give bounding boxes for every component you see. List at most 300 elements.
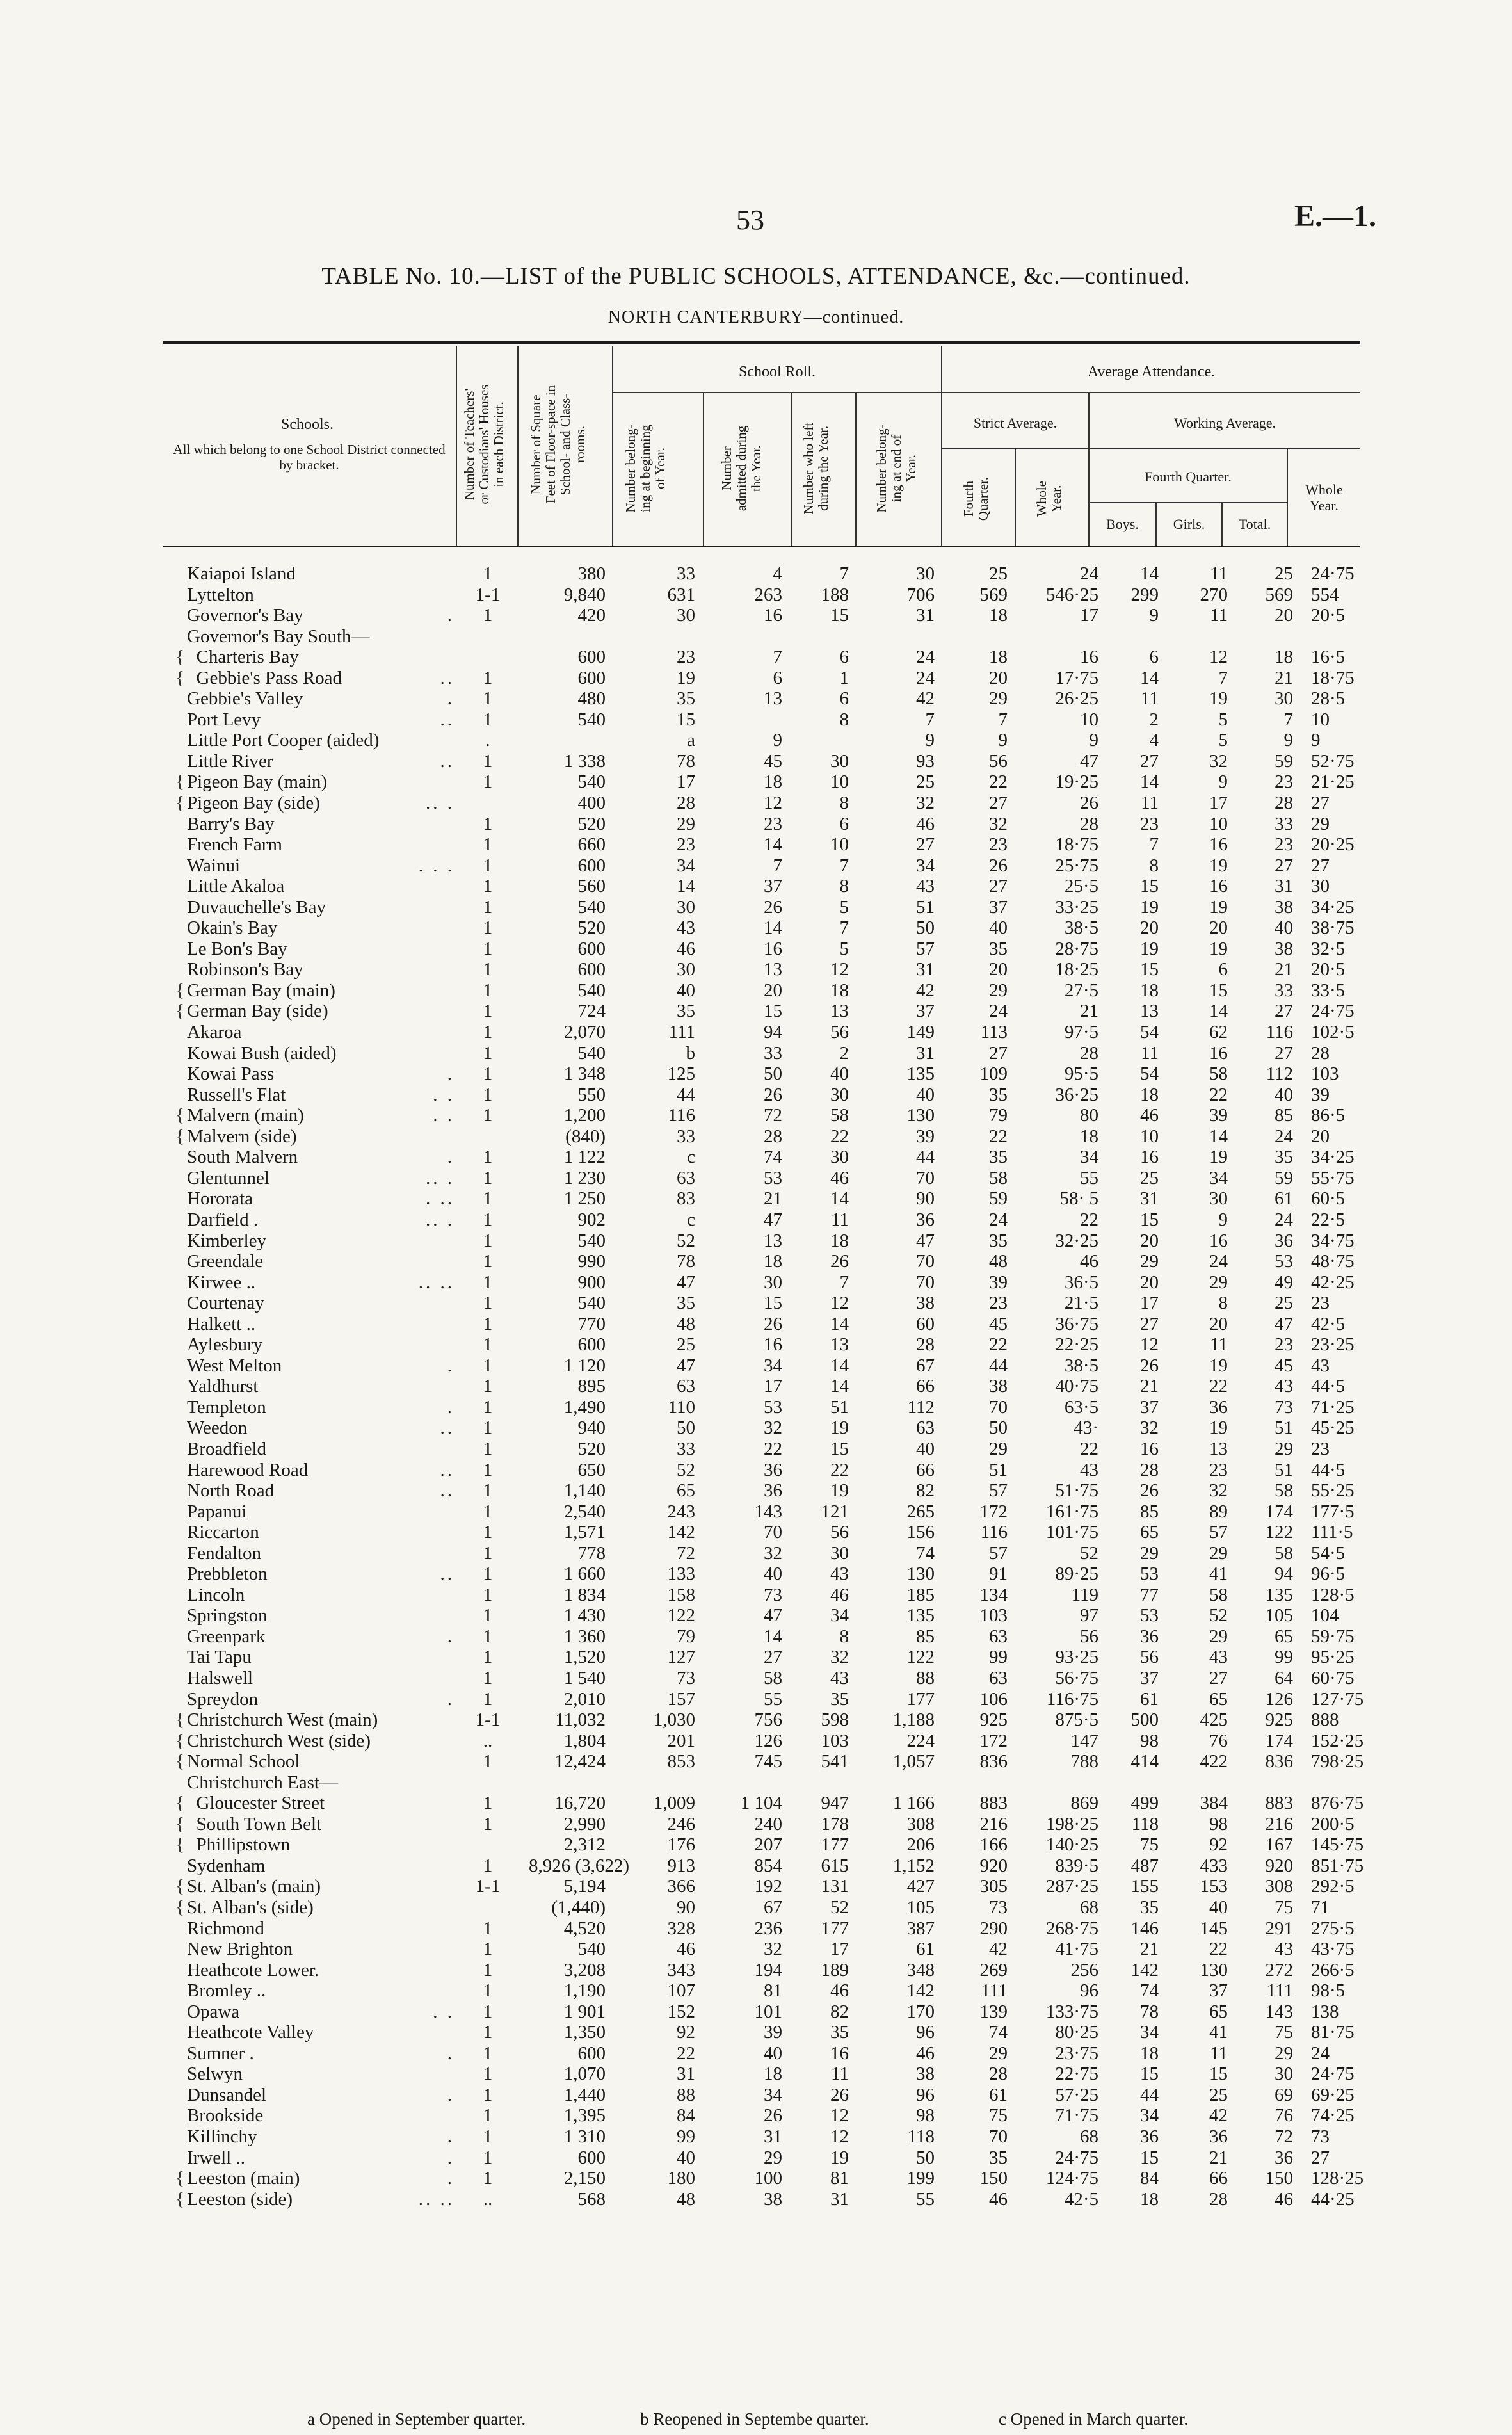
working-boys: 85 <box>1140 1501 1159 1522</box>
working-girls: 145 <box>1200 1918 1228 1939</box>
teachers-houses: 1 <box>483 959 493 980</box>
school-name: Lyttelton <box>187 584 254 605</box>
roll-admitted: 4 <box>773 563 782 584</box>
strict-whole-year: 17 <box>1080 605 1098 626</box>
strict-fourth-quarter: 35 <box>989 1147 1008 1168</box>
working-total: 75 <box>1275 1897 1293 1918</box>
school-name: Aylesbury <box>187 1334 263 1355</box>
school-name: Kowai Bush (aided) <box>187 1042 337 1064</box>
working-girls: 21 <box>1209 2147 1228 2168</box>
roll-beginning: 31 <box>677 2064 695 2085</box>
working-girls: 433 <box>1200 1855 1228 1876</box>
schools-table-body <box>0 563 1512 2210</box>
roll-beginning: 92 <box>677 2022 695 2043</box>
roll-left: 14 <box>830 1313 849 1334</box>
strict-whole-year: 18 <box>1080 1126 1098 1147</box>
working-whole-year: 138 <box>1311 2001 1339 2022</box>
strict-fourth-quarter: 35 <box>989 1084 1008 1105</box>
roll-left: 1 <box>839 667 849 688</box>
roll-end: 63 <box>916 1418 935 1439</box>
teachers-houses: 1 <box>483 1355 493 1376</box>
strict-whole-year: 41·75 <box>1055 1939 1098 1960</box>
roll-end: 47 <box>916 1230 935 1251</box>
table-row <box>0 2064 1512 2085</box>
square-feet: 600 <box>577 667 606 688</box>
working-girls: 41 <box>1209 1564 1228 1585</box>
table-row <box>0 626 1512 647</box>
strict-fourth-quarter: 836 <box>979 1751 1008 1772</box>
working-girls: 5 <box>1218 709 1228 730</box>
roll-beginning: 99 <box>677 2126 695 2148</box>
working-whole-year: 292·5 <box>1311 1876 1355 1897</box>
roll-left: 7 <box>839 563 849 584</box>
working-boys: 14 <box>1140 563 1159 584</box>
roll-end: 93 <box>916 750 935 772</box>
roll-end: 112 <box>907 1396 935 1418</box>
working-girls: 15 <box>1209 980 1228 1001</box>
working-boys: 26 <box>1140 1355 1159 1376</box>
roll-end: 142 <box>906 1980 935 2002</box>
roll-admitted: 70 <box>764 1522 782 1543</box>
roll-left: 34 <box>830 1605 849 1626</box>
working-whole-year: 104 <box>1311 1605 1339 1626</box>
roll-end: 1,188 <box>892 1710 935 1731</box>
roll-admitted: 126 <box>754 1730 782 1751</box>
square-feet: 16,720 <box>554 1793 606 1814</box>
roll-admitted: 37 <box>764 876 782 897</box>
working-boys: 34 <box>1140 2105 1159 2126</box>
table-row <box>0 1397 1512 1418</box>
working-total: 43 <box>1275 1939 1293 1960</box>
header-whole-year: Whole Year. <box>1305 481 1343 514</box>
square-feet: 778 <box>577 1542 606 1564</box>
working-girls: 8 <box>1218 1293 1228 1314</box>
roll-end: 7 <box>925 709 935 730</box>
roll-admitted: 100 <box>754 2168 782 2189</box>
roll-left: 6 <box>839 813 849 834</box>
square-feet: 650 <box>577 1459 606 1480</box>
table-row <box>0 793 1512 814</box>
working-girls: 9 <box>1218 1209 1228 1230</box>
bracket: { <box>175 793 184 814</box>
square-feet: 900 <box>577 1272 606 1293</box>
teachers-houses: 1 <box>483 667 493 688</box>
roll-left: 10 <box>830 772 849 793</box>
strict-whole-year: 133·75 <box>1045 2001 1098 2022</box>
roll-beginning: 52 <box>677 1459 695 1480</box>
table-row <box>0 959 1512 980</box>
table-row <box>0 2022 1512 2043</box>
leader-dots: .. . <box>426 1167 454 1188</box>
roll-left: 15 <box>830 1438 849 1459</box>
teachers-houses: 1 <box>483 896 493 918</box>
header-average-attendance: Average Attendance. <box>1087 364 1216 380</box>
working-whole-year: 43·75 <box>1311 1939 1355 1960</box>
roll-end: 96 <box>916 2022 935 2043</box>
table-row <box>0 1543 1512 1564</box>
strict-fourth-quarter: 50 <box>989 1418 1008 1439</box>
bracket: { <box>175 1730 184 1751</box>
strict-fourth-quarter: 29 <box>989 980 1008 1001</box>
table-row <box>0 1251 1512 1272</box>
school-name: Fendalton <box>187 1542 261 1564</box>
working-total: 43 <box>1275 1376 1293 1397</box>
roll-left: 188 <box>821 584 849 605</box>
school-name: Spreydon <box>187 1688 259 1710</box>
roll-beginning: 63 <box>677 1376 695 1397</box>
school-name: Little Akaloa <box>187 876 285 897</box>
square-feet: 600 <box>577 938 606 959</box>
roll-end: 74 <box>916 1542 935 1564</box>
table-subtitle: NORTH CANTERBURY—continued. <box>607 307 905 327</box>
school-name: Robinson's Bay <box>187 959 303 980</box>
table-row <box>0 1126 1512 1147</box>
working-boys: 78 <box>1140 2001 1159 2022</box>
teachers-houses: 1 <box>483 938 493 959</box>
roll-end: 70 <box>916 1272 935 1293</box>
working-total: 58 <box>1275 1480 1293 1501</box>
teachers-houses: .. <box>483 2188 493 2210</box>
table-row <box>0 1272 1512 1293</box>
working-total: 569 <box>1265 584 1293 605</box>
teachers-houses: 1 <box>483 1980 493 2002</box>
strict-whole-year: 93·25 <box>1055 1647 1098 1668</box>
working-boys: 14 <box>1140 667 1159 688</box>
working-whole-year: 69·25 <box>1311 2084 1355 2105</box>
roll-admitted: 240 <box>754 1813 782 1834</box>
strict-whole-year: 68 <box>1080 2126 1098 2148</box>
working-boys: 12 <box>1140 1334 1159 1355</box>
leader-dots: .. <box>440 1480 454 1501</box>
teachers-houses: 1 <box>483 1438 493 1459</box>
teachers-houses: 1 <box>483 1522 493 1543</box>
leader-dots: . <box>447 2084 454 2105</box>
roll-left: 56 <box>830 1522 849 1543</box>
header-strict-average: Strict Average. <box>973 415 1058 431</box>
strict-whole-year: 27·5 <box>1064 980 1098 1001</box>
working-boys: 11 <box>1141 1042 1159 1064</box>
working-boys: 54 <box>1140 1064 1159 1085</box>
working-girls: 11 <box>1210 605 1228 626</box>
roll-admitted: 31 <box>764 2126 782 2148</box>
teachers-houses: 1 <box>483 1313 493 1334</box>
working-total: 64 <box>1275 1667 1293 1688</box>
roll-admitted: 207 <box>754 1834 782 1856</box>
bracket: { <box>175 1105 184 1126</box>
square-feet: 1,140 <box>563 1480 606 1501</box>
working-whole-year: 798·25 <box>1311 1751 1364 1772</box>
roll-end: 31 <box>916 605 935 626</box>
roll-left: 19 <box>830 2147 849 2168</box>
roll-left: 22 <box>830 1459 849 1480</box>
table-row <box>0 2148 1512 2169</box>
strict-whole-year: 25·5 <box>1064 876 1098 897</box>
working-total: 21 <box>1275 959 1293 980</box>
school-name: Leeston (main) <box>187 2168 300 2189</box>
strict-fourth-quarter: 74 <box>989 2022 1008 2043</box>
header-divider <box>703 392 704 546</box>
working-total: 36 <box>1275 2147 1293 2168</box>
working-total: 35 <box>1275 1147 1293 1168</box>
table-row <box>0 2105 1512 2126</box>
working-whole-year: 74·25 <box>1311 2105 1355 2126</box>
working-total: 116 <box>1266 1022 1293 1043</box>
strict-fourth-quarter: 150 <box>979 2168 1008 2189</box>
strict-fourth-quarter: 27 <box>989 793 1008 814</box>
bracket: { <box>175 1876 184 1897</box>
roll-beginning: 46 <box>677 1939 695 1960</box>
roll-left: 8 <box>839 1626 849 1647</box>
working-whole-year: 54·5 <box>1311 1542 1346 1564</box>
roll-admitted: 26 <box>764 2105 782 2126</box>
roll-left: 17 <box>830 1939 849 1960</box>
school-name: Selwyn <box>187 2064 243 2085</box>
working-total: 9 <box>1283 730 1293 751</box>
working-girls: 62 <box>1209 1022 1228 1043</box>
working-total: 111 <box>1266 1980 1293 2002</box>
roll-beginning: 46 <box>677 938 695 959</box>
header-divider <box>517 346 519 546</box>
roll-admitted: 7 <box>773 647 782 668</box>
working-boys: 15 <box>1140 876 1159 897</box>
working-whole-year: 39 <box>1311 1084 1330 1105</box>
strict-fourth-quarter: 920 <box>979 1855 1008 1876</box>
strict-fourth-quarter: 139 <box>979 2001 1008 2022</box>
strict-whole-year: 80·25 <box>1055 2022 1098 2043</box>
school-name: Christchurch West (main) <box>187 1710 378 1731</box>
working-whole-year: 20·5 <box>1311 959 1346 980</box>
school-name: Tai Tapu <box>187 1647 252 1668</box>
table-row <box>0 1480 1512 1501</box>
working-boys: 299 <box>1130 584 1159 605</box>
square-feet: 1 250 <box>563 1188 606 1209</box>
strict-whole-year: 839·5 <box>1055 1855 1098 1876</box>
working-whole-year: 128·25 <box>1311 2168 1364 2189</box>
working-whole-year: 266·5 <box>1311 1959 1355 1980</box>
working-total: 76 <box>1275 2105 1293 2126</box>
roll-admitted: 47 <box>764 1209 782 1230</box>
roll-end: 38 <box>916 2064 935 2085</box>
table-row <box>0 1147 1512 1168</box>
strict-whole-year: 97·5 <box>1064 1022 1098 1043</box>
school-name: Weedon <box>187 1418 248 1439</box>
strict-whole-year: 71·75 <box>1055 2105 1098 2126</box>
school-name: Riccarton <box>187 1522 259 1543</box>
working-total: 18 <box>1275 647 1293 668</box>
school-name: Greenpark <box>187 1626 266 1647</box>
table-row <box>0 2085 1512 2106</box>
working-total: 23 <box>1275 772 1293 793</box>
strict-whole-year: 22 <box>1080 1438 1098 1459</box>
working-total: 51 <box>1275 1418 1293 1439</box>
roll-left: 12 <box>830 959 849 980</box>
working-girls: 12 <box>1209 647 1228 668</box>
strict-fourth-quarter: 103 <box>979 1605 1008 1626</box>
leader-dots: . . . <box>418 855 454 876</box>
teachers-houses: 1 <box>483 876 493 897</box>
working-whole-year: 200·5 <box>1311 1813 1355 1834</box>
roll-beginning: 22 <box>677 2043 695 2064</box>
working-girls: 11 <box>1210 2043 1228 2064</box>
school-name: Pigeon Bay (main) <box>187 772 328 793</box>
strict-fourth-quarter: 166 <box>979 1834 1008 1856</box>
roll-admitted: 16 <box>764 605 782 626</box>
school-name: Governor's Bay South— <box>187 626 370 647</box>
school-name: Springston <box>187 1605 268 1626</box>
roll-beginning: 28 <box>677 793 695 814</box>
roll-beginning: 73 <box>677 1667 695 1688</box>
strict-fourth-quarter: 22 <box>989 1126 1008 1147</box>
strict-whole-year: 43· <box>1074 1418 1098 1439</box>
header-end: Number belong- ing at end of Year. <box>874 424 919 513</box>
roll-end: 224 <box>906 1730 935 1751</box>
roll-left: 5 <box>839 938 849 959</box>
leader-dots: .. . <box>426 793 454 814</box>
working-girls: 19 <box>1209 1418 1228 1439</box>
roll-left: 35 <box>830 1688 849 1710</box>
strict-fourth-quarter: 113 <box>980 1022 1008 1043</box>
working-total: 40 <box>1275 1084 1293 1105</box>
strict-whole-year: 19·25 <box>1055 772 1098 793</box>
table-row <box>0 1647 1512 1668</box>
roll-admitted: 73 <box>764 1584 782 1605</box>
teachers-houses: 1-1 <box>475 1876 501 1897</box>
working-boys: 27 <box>1140 1313 1159 1334</box>
table-row <box>0 1522 1512 1543</box>
teachers-houses: 1 <box>483 1751 493 1772</box>
working-girls: 153 <box>1200 1876 1228 1897</box>
working-girls: 16 <box>1209 876 1228 897</box>
bracket: { <box>175 1813 184 1834</box>
working-whole-year: 71 <box>1311 1897 1330 1918</box>
strict-whole-year: 51·75 <box>1055 1480 1098 1501</box>
working-whole-year: 52·75 <box>1311 750 1355 772</box>
working-girls: 130 <box>1200 1959 1228 1980</box>
strict-fourth-quarter: 39 <box>989 1272 1008 1293</box>
strict-whole-year: 36·25 <box>1055 1084 1098 1105</box>
roll-beginning: 84 <box>677 2105 695 2126</box>
working-whole-year: 128·5 <box>1311 1584 1355 1605</box>
strict-fourth-quarter: 51 <box>989 1459 1008 1480</box>
school-name: Irwell .. <box>187 2147 245 2168</box>
strict-fourth-quarter: 42 <box>989 1939 1008 1960</box>
roll-end: 1,057 <box>892 1751 935 1772</box>
working-total: 85 <box>1275 1105 1293 1126</box>
working-total: 33 <box>1275 813 1293 834</box>
school-name: Barry's Bay <box>187 813 275 834</box>
working-boys: 18 <box>1140 1084 1159 1105</box>
table-row <box>0 668 1512 689</box>
teachers-houses: 1 <box>483 1542 493 1564</box>
working-girls: 29 <box>1209 1626 1228 1647</box>
square-feet: 540 <box>577 709 606 730</box>
teachers-houses: 1 <box>483 1167 493 1188</box>
roll-beginning: 33 <box>677 563 695 584</box>
roll-beginning: 1,009 <box>653 1793 695 1814</box>
teachers-houses: .. <box>483 1730 493 1751</box>
school-name: Wainui <box>187 855 241 876</box>
working-whole-year: 127·75 <box>1311 1688 1364 1710</box>
bracket: { <box>175 2188 184 2210</box>
strict-whole-year: 26·25 <box>1055 688 1098 709</box>
school-name: Bromley .. <box>187 1980 266 2002</box>
school-name: Normal School <box>187 1751 300 1772</box>
teachers-houses: 1 <box>483 1584 493 1605</box>
strict-fourth-quarter: 20 <box>989 667 1008 688</box>
roll-end: 177 <box>906 1688 935 1710</box>
teachers-houses: 1 <box>483 1855 493 1876</box>
roll-admitted: 21 <box>764 1188 782 1209</box>
strict-fourth-quarter: 29 <box>989 1438 1008 1459</box>
table-row <box>0 709 1512 731</box>
roll-admitted: 15 <box>764 1293 782 1314</box>
roll-left: 121 <box>821 1501 849 1522</box>
working-girls: 65 <box>1209 1688 1228 1710</box>
header-fourth-quarter: Fourth Quarter. <box>1145 469 1232 485</box>
working-whole-year: 44·5 <box>1311 1376 1346 1397</box>
working-girls: 52 <box>1209 1605 1228 1626</box>
working-boys: 31 <box>1140 1188 1159 1209</box>
table-row <box>0 2189 1512 2210</box>
working-boys: 77 <box>1140 1584 1159 1605</box>
square-feet: 724 <box>577 1001 606 1022</box>
teachers-houses: 1 <box>483 1022 493 1043</box>
leader-dots: . <box>447 1355 454 1376</box>
square-feet: 1,571 <box>563 1522 606 1543</box>
leader-dots: . <box>447 1147 454 1168</box>
teachers-houses: 1 <box>483 1396 493 1418</box>
strict-whole-year: 287·25 <box>1045 1876 1098 1897</box>
square-feet: 9,840 <box>563 584 606 605</box>
teachers-houses: 1 <box>483 563 493 584</box>
working-boys: 34 <box>1140 2022 1159 2043</box>
leader-dots: . . <box>433 2001 454 2022</box>
table-row <box>0 2126 1512 2148</box>
roll-admitted: 756 <box>754 1710 782 1731</box>
table-row <box>0 1355 1512 1377</box>
table-row <box>0 1876 1512 1897</box>
working-total: 47 <box>1275 1313 1293 1334</box>
header-beginning: Number belong- ing at beginning of Year. <box>623 424 668 513</box>
leader-dots: . <box>447 1626 454 1647</box>
square-feet: 600 <box>577 959 606 980</box>
square-feet: 2,312 <box>563 1834 606 1856</box>
roll-admitted: 53 <box>764 1396 782 1418</box>
working-total: 291 <box>1265 1918 1293 1939</box>
table-row <box>0 1834 1512 1856</box>
working-boys: 53 <box>1140 1564 1159 1585</box>
roll-admitted: 40 <box>764 1564 782 1585</box>
roll-beginning: 631 <box>667 584 695 605</box>
working-total: 216 <box>1265 1813 1293 1834</box>
working-total: 28 <box>1275 793 1293 814</box>
working-girls: 13 <box>1209 1438 1228 1459</box>
teachers-houses: 1 <box>483 2043 493 2064</box>
strict-whole-year: 40·75 <box>1055 1376 1098 1397</box>
leader-dots: .. <box>440 1564 454 1585</box>
working-girls: 29 <box>1209 1542 1228 1564</box>
square-feet: 1,190 <box>563 1980 606 2002</box>
working-boys: 44 <box>1140 2084 1159 2105</box>
bracket: { <box>175 1834 184 1856</box>
roll-admitted: 29 <box>764 2147 782 2168</box>
school-name: West Melton <box>187 1355 282 1376</box>
working-whole-year: 20·5 <box>1311 605 1346 626</box>
strict-whole-year: 18·75 <box>1055 834 1098 855</box>
strict-whole-year: 33·25 <box>1055 896 1098 918</box>
roll-end: 156 <box>906 1522 935 1543</box>
roll-end: 39 <box>916 1126 935 1147</box>
